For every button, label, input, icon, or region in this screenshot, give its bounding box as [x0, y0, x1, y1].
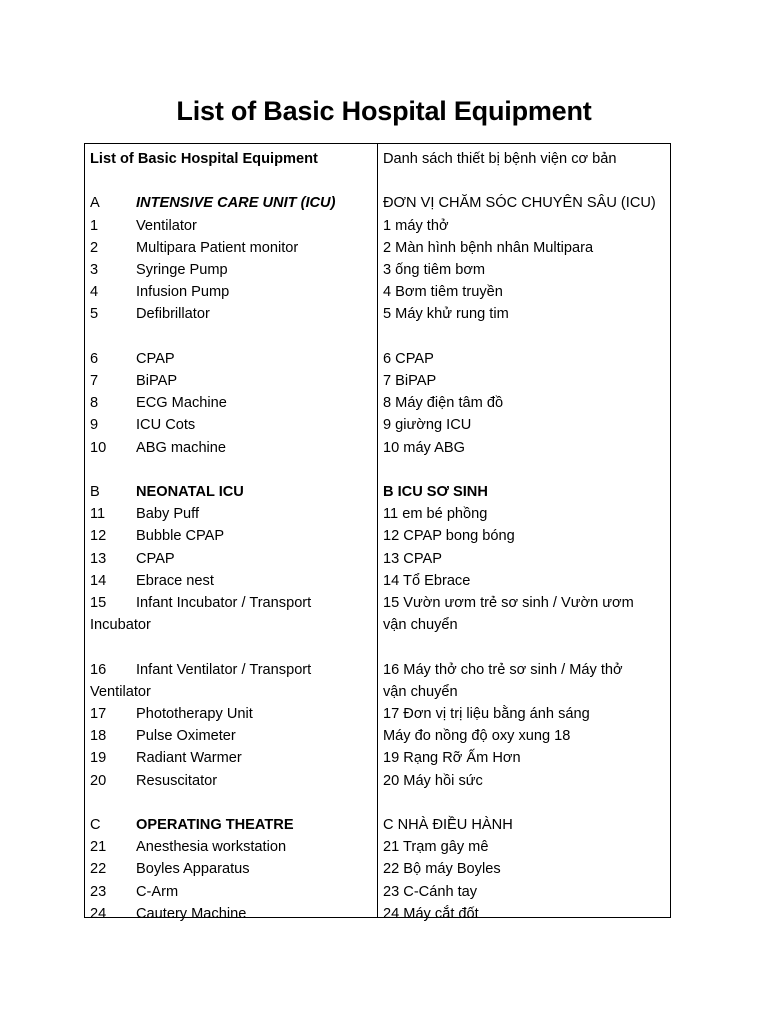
list-item: 1 Ventilator — [90, 217, 197, 234]
list-item: 16 Infant Ventilator / Transport — [90, 661, 312, 678]
list-item: 2 Màn hình bệnh nhân Multipara — [383, 239, 594, 256]
list-item: 7 BiPAP — [383, 373, 437, 389]
list-item: 13 CPAP — [90, 550, 175, 567]
list-item: 4 Infusion Pump — [90, 284, 230, 301]
equipment-table — [84, 143, 671, 922]
list-item: 9 ICU Cots — [90, 417, 196, 434]
list-item: 22 Bộ máy Boyles — [383, 861, 501, 878]
list-item: 3 Syringe Pump — [90, 262, 228, 278]
list-item: 14 Ebrace nest — [90, 572, 214, 589]
list-item: 10 máy ABG — [383, 439, 465, 456]
list-item: 21 Trạm gây mê — [383, 839, 489, 856]
list-item: 18 Pulse Oximeter — [90, 728, 236, 745]
list-item: 15 Vườn ươm trẻ sơ sinh / Vườn ươm — [383, 595, 634, 612]
list-item: 20 Máy hồi sức — [383, 772, 483, 789]
list-item-continuation: vận chuyển — [383, 617, 458, 634]
list-item: 24 Máy cắt đốt — [383, 905, 479, 922]
section-header-icu: A INTENSIVE CARE UNIT (ICU) — [90, 195, 336, 212]
list-item: 20 Resuscitator — [90, 772, 218, 789]
list-item: 23 C-Arm — [90, 883, 179, 900]
list-item-continuation: Ventilator — [90, 683, 151, 700]
english-column — [85, 144, 378, 922]
list-item: 11 em bé phồng — [383, 506, 488, 523]
list-item: 23 C-Cánh tay — [383, 883, 478, 900]
list-item: 24 Cautery Machine — [90, 905, 247, 922]
english-header: List of Basic Hospital Equipment — [90, 151, 318, 167]
list-item: 21 Anesthesia workstation — [90, 839, 287, 856]
list-item: 5 Máy khử rung tim — [383, 306, 509, 323]
vietnamese-column — [378, 144, 670, 922]
list-item: 6 CPAP — [383, 350, 434, 367]
list-item: Máy đo nồng độ oxy xung 18 — [383, 728, 571, 745]
section-header-icu-vi: ĐƠN VỊ CHĂM SÓC CHUYÊN SÂU (ICU) — [383, 195, 656, 212]
page-title: List of Basic Hospital Equipment — [176, 96, 592, 126]
list-item: 17 Phototherapy Unit — [90, 706, 253, 723]
list-item: 7 BiPAP — [90, 373, 178, 389]
list-item-continuation: Incubator — [90, 617, 151, 634]
list-item: 17 Đơn vị trị liệu bằng ánh sáng — [383, 706, 590, 723]
list-item: 2 Multipara Patient monitor — [90, 239, 299, 256]
list-item: 22 Boyles Apparatus — [90, 861, 250, 878]
list-item: 10 ABG machine — [90, 439, 227, 456]
list-item: 1 máy thở — [383, 217, 449, 234]
list-item: 3 ống tiêm bơm — [383, 262, 486, 278]
list-item: 15 Infant Incubator / Transport — [90, 595, 312, 612]
section-header-ot-vi: C NHÀ ĐIỀU HÀNH — [383, 817, 513, 834]
list-item: 16 Máy thở cho trẻ sơ sinh / Máy thở — [383, 661, 623, 678]
list-item-continuation: vận chuyển — [383, 683, 458, 700]
list-item: 11 Baby Puff — [90, 506, 200, 523]
list-item: 8 ECG Machine — [90, 395, 227, 412]
list-item: 12 CPAP bong bóng — [383, 528, 515, 545]
section-header-ot: C OPERATING THEATRE — [90, 817, 294, 834]
list-item: 14 Tổ Ebrace — [383, 572, 471, 589]
list-item: 9 giường ICU — [383, 417, 472, 434]
vietnamese-header: Danh sách thiết bị bệnh viện cơ bản — [383, 151, 617, 167]
list-item: 4 Bơm tiêm truyền — [383, 284, 503, 301]
list-item: 13 CPAP — [383, 550, 442, 567]
section-header-nicu: B NEONATAL ICU — [90, 484, 244, 500]
list-item: 6 CPAP — [90, 350, 175, 367]
list-item: 8 Máy điện tâm đồ — [383, 395, 504, 412]
list-item: 19 Radiant Warmer — [90, 750, 242, 767]
list-item: 19 Rạng Rỡ Ấm Hơn — [383, 750, 521, 767]
list-item: 12 Bubble CPAP — [90, 528, 225, 545]
section-header-nicu-vi: B ICU SƠ SINH — [383, 484, 488, 500]
list-item: 5 Defibrillator — [90, 306, 210, 323]
